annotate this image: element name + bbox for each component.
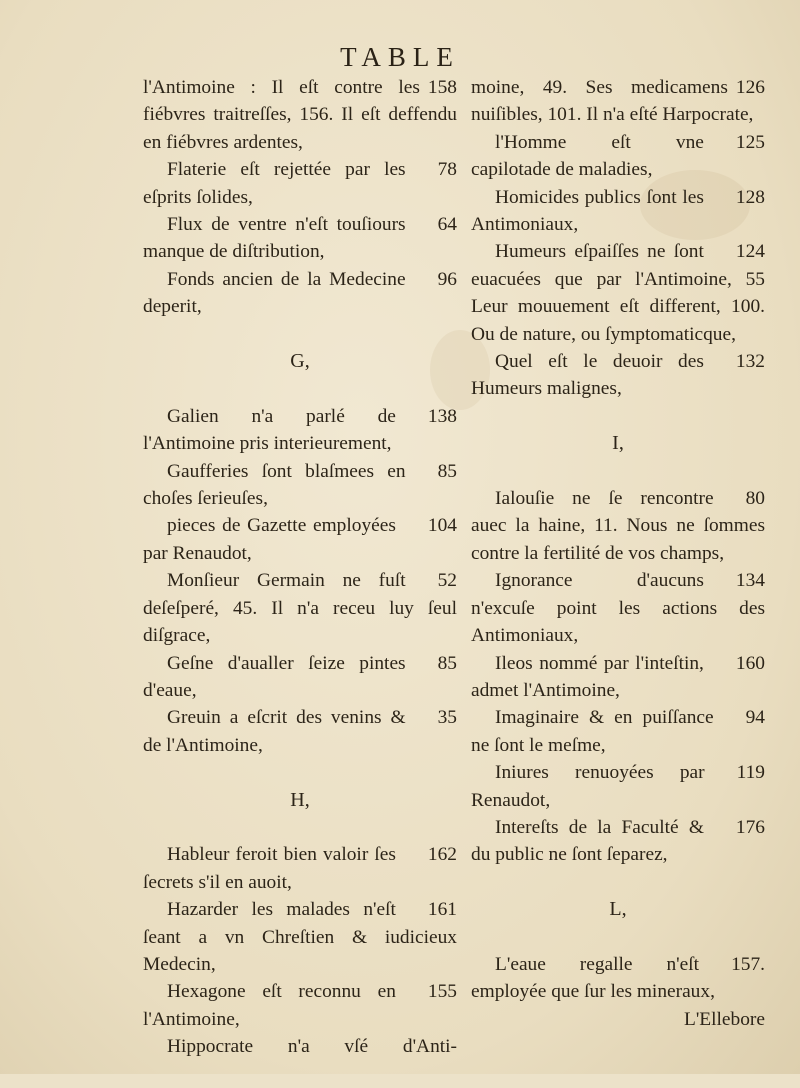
section-letter: G, — [290, 350, 310, 373]
page-reference: 157. — [731, 953, 765, 975]
entry-text: l'Antimoine : Il eſt contre les fiébvres traitreſſes, 156. Il eſt deffendu en fiébvres ardentes, — [143, 77, 457, 153]
index-entry — [143, 1033, 457, 1088]
page-reference: 134 — [735, 570, 765, 592]
index-entry — [471, 348, 765, 403]
index-entry — [471, 814, 765, 869]
page-reference: 126 — [735, 77, 765, 98]
page-reference: 119 — [736, 762, 765, 784]
section-letter: H, — [290, 788, 310, 811]
entry-text: Hexagone eſt reconnu en l'Antimoine, — [143, 981, 396, 1030]
index-entry — [471, 759, 765, 814]
index-entry — [471, 74, 765, 129]
entry-text: Flux de ventre n'eſt touſiours manque de diſtribution, — [143, 214, 406, 263]
entry-text: moine, 49. Ses medicamens nuiſibles, 101. Il n'a eſté Harpocrate, — [471, 77, 754, 126]
entry-text: Monſieur Germain ne fuſt deſeſperé, 45. Il n'a receu luy ſeul diſgrace, — [143, 570, 457, 647]
page-reference: 162 — [427, 844, 457, 866]
index-entry — [143, 74, 457, 156]
index-entry — [143, 266, 457, 321]
page-reference: 158 — [427, 77, 457, 98]
page-reference: 35 — [437, 707, 457, 729]
index-entry — [143, 567, 457, 649]
entry-text: Galien n'a parlé de l'Antimoine pris interieurement, — [143, 405, 396, 455]
index-entry — [471, 129, 765, 184]
index-entry — [471, 650, 765, 705]
page-reference: 64 — [437, 214, 457, 236]
page-reference: 80 — [745, 488, 765, 510]
index-entry — [143, 650, 457, 705]
index-entry — [471, 485, 765, 567]
page-reference: 85 — [437, 652, 457, 674]
index-entry — [471, 567, 765, 649]
entry-text: Ileos nommé par l'inteſtin, admet l'Antimoine, — [471, 652, 704, 701]
page-reference: 132 — [735, 351, 765, 373]
page-reference: 52 — [437, 570, 457, 592]
entry-text: Gaufferies ſont blaſmees en choſes ſerieuſes, — [143, 460, 406, 510]
entry-text: Geſne d'aualler ſeize pintes d'eaue, — [143, 652, 406, 701]
entry-text: Flaterie eſt rejettée par les eſprits ſolides, — [143, 159, 406, 208]
index-entry — [143, 896, 457, 978]
right-column — [471, 74, 765, 1033]
entry-text: L'eaue regalle n'eſt employée que ſur les mineraux, — [471, 953, 715, 1003]
index-entry — [143, 978, 457, 1033]
left-column — [143, 74, 457, 1088]
page-reference: 78 — [437, 159, 457, 181]
page-reference: 94 — [745, 707, 765, 729]
section-letter: L, — [609, 898, 627, 921]
page-reference: 138 — [427, 405, 457, 427]
entry-text: Humeurs eſpaiſſes ne ſont euacuées que par l'Antimoine, 55 Leur mouuement eſt different, 100. Ou de nature, ou ſymptomaticque, — [471, 241, 765, 345]
entry-text: Homicides publics ſont les Antimoniaux, — [471, 186, 704, 236]
catchword: L'Ellebore — [683, 1008, 765, 1030]
entry-text: Ignorance d'aucuns n'excuſe point les actions des Antimoniaux, — [471, 570, 765, 647]
page-reference: 161 — [427, 899, 457, 921]
index-entry — [143, 156, 457, 211]
index-entry — [143, 211, 457, 266]
section-letter: I, — [612, 432, 624, 455]
page-reference: 124 — [735, 241, 765, 263]
index-entry — [143, 403, 457, 458]
index-entry — [471, 184, 765, 239]
page-reference: 160 — [735, 652, 765, 674]
entry-text: Hazarder les malades n'eſt ſeant a vn Chreſtien & iudicieux Medecin, — [143, 899, 457, 975]
entry-text: pieces de Gazette employées par Renaudot, — [143, 515, 396, 564]
entry-text: Iniures renuoyées par Renaudot, — [471, 762, 705, 811]
index-entry — [143, 841, 457, 896]
entry-text: l'Homme eſt vne capilotade de maladies, — [471, 131, 704, 181]
page-reference: 85 — [437, 460, 457, 482]
page-reference: 96 — [437, 268, 457, 290]
index-entry — [143, 458, 457, 513]
entry-text: Hippocrate n'a vſé d'Anti- — [167, 1036, 457, 1058]
page-reference: 125 — [735, 131, 765, 153]
entry-text: Hableur feroit bien valoir ſes ſecrets s'il en auoit, — [143, 844, 396, 893]
page-reference: 155 — [427, 981, 457, 1003]
entry-text: Ialouſie ne ſe rencontre auec la haine, 11. Nous ne ſommes contre la fertilité de vos champs, — [471, 488, 765, 564]
entry-text: Greuin a eſcrit des venins & de l'Antimoine, — [143, 707, 406, 756]
entry-text: Fonds ancien de la Medecine deperit, — [143, 268, 406, 318]
page-header: TABLE — [340, 42, 460, 72]
page-reference: 104 — [427, 515, 457, 537]
index-entry — [143, 512, 457, 567]
entry-text: Imaginaire & en puiſſance ne ſont le meſme, — [471, 707, 714, 756]
index-entry — [471, 951, 765, 1006]
index-entry — [143, 704, 457, 759]
entry-text: Quel eſt le deuoir des Humeurs malignes, — [471, 351, 704, 400]
page-reference: 176 — [735, 816, 765, 838]
entry-text: Intereſts de la Faculté & du public ne ſont ſeparez, — [471, 816, 704, 866]
index-entry — [471, 704, 765, 759]
index-entry — [471, 238, 765, 348]
page-reference: 128 — [735, 186, 765, 208]
